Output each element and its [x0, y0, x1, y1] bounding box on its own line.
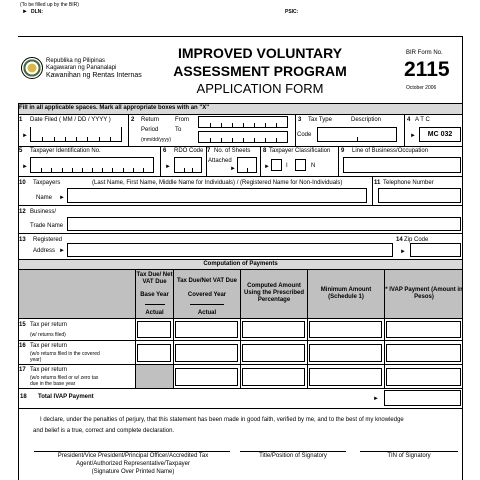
col5-header: * IVAP Payment (Amount in Pesos) — [385, 287, 463, 300]
row15-label: Tax per return — [30, 322, 68, 328]
address-input[interactable] — [67, 243, 393, 257]
dln-label: DLN: — [31, 9, 43, 15]
row18-label: Total IVAP Payment — [38, 394, 94, 400]
digit-separator — [243, 123, 244, 127]
field8-n: N — [311, 163, 316, 169]
row17-sub2: due in the base year — [30, 381, 76, 387]
row-divider — [260, 146, 261, 176]
digit-separator — [210, 123, 211, 127]
field13-number: 13 — [19, 237, 26, 243]
arrow-icon: ► — [22, 164, 28, 170]
agency-line1: Republika ng Pilipinas — [46, 58, 106, 64]
business-line-input[interactable] — [343, 157, 461, 173]
class-nonindividual-checkbox[interactable] — [295, 159, 306, 171]
agency-line2: Kagawaran ng Pananalapi — [46, 65, 117, 71]
digit-separator — [357, 137, 358, 141]
field5-label: Taxpayer Identification No. — [30, 148, 101, 154]
signature-line — [360, 451, 458, 452]
trade-name-input[interactable] — [67, 217, 461, 231]
arrow-icon: ► — [22, 9, 28, 15]
arrow-icon: ► — [165, 164, 171, 170]
telephone-input[interactable] — [378, 188, 461, 203]
signatory-label1: President/Vice President/Principal Officer/Accredited Tax — [57, 453, 209, 459]
digit-separator — [110, 137, 111, 141]
field5-number: 5 — [19, 148, 23, 154]
field2-to: To — [175, 127, 182, 133]
digit-separator — [221, 138, 222, 142]
field12-number: 12 — [19, 209, 26, 215]
field3-number: 3 — [298, 117, 302, 123]
row15-computed-input[interactable] — [242, 321, 305, 338]
arrow-icon: ► — [230, 166, 236, 172]
period-from-input[interactable] — [198, 116, 288, 128]
field7-label: No. of Sheets — [214, 148, 251, 154]
row-divider — [18, 176, 463, 177]
digit-separator — [102, 168, 103, 172]
digit-separator — [265, 123, 266, 127]
digit-separator — [62, 168, 63, 172]
row-divider — [18, 408, 463, 409]
digit-separator — [192, 168, 193, 172]
digit-separator — [133, 168, 134, 172]
row-divider — [18, 205, 463, 206]
field1-label: Date Filed ( MM / DD / YYYY ) — [30, 117, 111, 123]
field7-attached: Attached — [208, 158, 232, 164]
row18-number: 18 — [20, 394, 27, 400]
digit-separator — [254, 138, 255, 142]
row-divider — [18, 388, 463, 389]
arrow-icon: ► — [400, 249, 406, 255]
field2-number: 2 — [131, 117, 135, 123]
col2-sub: Covered Year — [187, 292, 227, 298]
psic-label: PSIC: — [285, 9, 299, 15]
digit-separator — [82, 168, 83, 172]
field9-label: Line of Business/Occupation — [352, 148, 429, 154]
digit-separator — [184, 168, 185, 172]
field3-desc: Description — [351, 117, 382, 123]
signatory-label2: Agent/Authorized Representative/Taxpayer — [75, 461, 191, 467]
row17-number: 17 — [19, 367, 26, 373]
tax-type-input[interactable] — [317, 127, 397, 142]
tin-signatory-label: TIN of Signatory — [387, 453, 431, 459]
field2-label3: (mm/dd/yyyy) — [141, 137, 171, 143]
field10-number: 10 — [19, 180, 26, 186]
row17-label: Tax per return — [30, 367, 68, 373]
digit-separator — [276, 138, 277, 142]
digit-separator — [99, 137, 100, 141]
field10-label: Taxpayers — [33, 180, 61, 186]
form-number: 2115 — [404, 58, 450, 81]
instruction-text: Fill in all applicable spaces. Mark all appropriate boxes with an "X" — [19, 105, 210, 111]
title-position-label: Title/Position of Signatory — [259, 453, 327, 459]
digit-separator — [41, 168, 42, 172]
field12-label1: Business/ — [30, 209, 57, 215]
row15-ivap-input[interactable] — [386, 321, 461, 338]
row16-sub2: year) — [30, 357, 42, 363]
digit-separator — [247, 168, 248, 172]
title-line1: IMPROVED VOLUNTARY — [177, 45, 343, 61]
field8-i: I — [286, 163, 288, 169]
row-divider — [18, 340, 463, 341]
column-divider — [173, 270, 174, 388]
digit-separator — [243, 138, 244, 142]
col1-sub: Base Year — [140, 292, 169, 298]
arrow-icon: ► — [410, 133, 416, 139]
col1-foot: Actual — [145, 310, 164, 316]
field4-number: 4 — [407, 117, 411, 123]
row17-minimum-input[interactable] — [309, 368, 382, 386]
row-divider — [128, 114, 129, 146]
field1-number: 1 — [19, 117, 23, 123]
field14-number: 14 — [396, 237, 403, 243]
rdo-code-input[interactable] — [174, 157, 202, 173]
declaration-line2: and belief is a true, correct and complete declaration. — [33, 428, 175, 434]
taxpayer-name-input[interactable] — [67, 188, 367, 203]
sheets-input[interactable] — [237, 157, 257, 173]
field6-number: 6 — [163, 148, 167, 154]
digit-separator — [232, 123, 233, 127]
field10-note: (Last Name, First Name, Middle Name for Individuals) / (Registered Name for Non-Individuals) — [92, 180, 343, 186]
row-divider — [18, 364, 463, 365]
arrow-icon: ► — [264, 164, 270, 170]
row16-sub1: (w/o returns filed in the covered — [30, 351, 100, 357]
col2-foot: Actual — [197, 310, 217, 316]
row17-base-shaded — [136, 365, 173, 388]
field4-label: A T C — [415, 117, 430, 123]
digit-separator — [221, 123, 222, 127]
digit-separator — [276, 123, 277, 127]
digit-separator — [265, 138, 266, 142]
digit-separator — [72, 168, 73, 172]
computation-title: Computation of Payments — [203, 261, 278, 267]
arrow-icon: ► — [373, 396, 379, 402]
zip-code-input[interactable] — [410, 243, 461, 257]
col4-header: Minimum Amount (Schedule 1) — [320, 287, 372, 300]
field12-label2: Trade Name — [30, 223, 64, 229]
field2-from: From — [175, 117, 189, 123]
row16-number: 16 — [19, 343, 26, 349]
signature-line — [240, 451, 346, 452]
row17-sub1: (w/o returns filed or w/ zero tax — [30, 375, 99, 381]
class-individual-checkbox[interactable] — [271, 159, 282, 171]
col2-header: Tax Due/Net VAT Due — [176, 278, 237, 284]
tin-input[interactable] — [30, 157, 154, 173]
row17-ivap-input[interactable] — [386, 368, 461, 386]
digit-separator — [54, 137, 55, 141]
title-line2: ASSESSMENT PROGRAM — [173, 63, 347, 79]
row15-base-input[interactable] — [137, 321, 171, 338]
row-divider — [18, 233, 463, 234]
form-date: October 2006 — [406, 85, 437, 91]
row16-base-input[interactable] — [137, 344, 171, 362]
field13-label1: Registered — [33, 237, 63, 243]
field11-label: Telephone Number — [383, 180, 434, 186]
row-divider — [295, 114, 296, 146]
arrow-icon: ► — [59, 248, 65, 254]
digit-separator — [42, 137, 43, 141]
field11-number: 11 — [374, 180, 381, 186]
declaration-line1: I declare, under the penalties of perjury, that this statement has been made in good faith, verified by me, and to the best of my knowledge — [40, 417, 404, 423]
row-divider — [404, 114, 405, 146]
digit-separator — [232, 138, 233, 142]
digit-separator — [143, 168, 144, 172]
row17-covered-input[interactable] — [175, 368, 238, 386]
arrow-icon: ► — [59, 195, 65, 201]
signatory-label3: (Signature Over Printed Name) — [91, 469, 175, 475]
digit-separator — [65, 137, 66, 141]
field6-label: RDO Code — [174, 148, 204, 154]
column-divider — [307, 270, 308, 388]
form-border — [18, 103, 19, 480]
field10-name: Name — [36, 195, 53, 201]
digit-separator — [112, 168, 113, 172]
row16-minimum-input[interactable] — [309, 344, 382, 362]
field13-label2: Address — [33, 248, 56, 254]
digit-separator — [92, 168, 93, 172]
form-border — [462, 36, 463, 480]
row-divider — [18, 146, 463, 147]
field3-label: Tax Type — [308, 117, 332, 123]
form-label: BIR Form No. — [406, 50, 443, 56]
field7-number: 7 — [207, 148, 211, 154]
period-to-input[interactable] — [198, 131, 288, 143]
row15-sub: (w/ returns filed) — [30, 332, 66, 338]
agency-line3: Kawanihan ng Rentas Internas — [46, 72, 142, 79]
bir-seal-icon — [21, 57, 43, 79]
row15-minimum-input[interactable] — [309, 321, 382, 338]
row15-covered-input[interactable] — [175, 321, 238, 338]
arrow-icon: ► — [22, 133, 28, 139]
row-divider — [160, 146, 161, 176]
field8-number: 8 — [263, 148, 267, 154]
digit-separator — [51, 168, 52, 172]
col1-rule — [145, 304, 165, 305]
row17-computed-input[interactable] — [242, 368, 305, 386]
row16-covered-input[interactable] — [175, 344, 238, 362]
digit-separator — [76, 137, 77, 141]
row-divider — [372, 176, 373, 205]
signature-line — [34, 451, 230, 452]
field8-label: Taxpayer Classification — [269, 148, 331, 154]
col2-rule — [190, 304, 224, 305]
field3-code: Code — [297, 132, 312, 138]
col1-header: Tax Due/ Net VAT Due — [136, 272, 173, 285]
row16-ivap-input[interactable] — [386, 344, 461, 362]
col3-header: Computed Amount Using the Prescribed Percentage — [243, 283, 305, 303]
row-divider — [338, 146, 339, 176]
field2-label1: Return — [141, 117, 160, 123]
bir-note: (To be filled up by the BIR) — [20, 2, 79, 8]
title-line3: APPLICATION FORM — [196, 81, 324, 96]
atc-field[interactable]: MC 032 — [419, 127, 461, 142]
field2-label2: Period — [141, 127, 159, 133]
total-ivap-input[interactable] — [384, 390, 461, 406]
row16-computed-input[interactable] — [242, 344, 305, 362]
digit-separator — [254, 123, 255, 127]
field9-number: 9 — [341, 148, 345, 154]
row15-number: 15 — [19, 322, 26, 328]
digit-separator — [210, 138, 211, 142]
digit-separator — [123, 168, 124, 172]
date-filed-input[interactable] — [30, 127, 122, 142]
field14-label: Zip Code — [404, 237, 429, 243]
digit-separator — [87, 137, 88, 141]
row16-label: Tax per return — [30, 343, 68, 349]
